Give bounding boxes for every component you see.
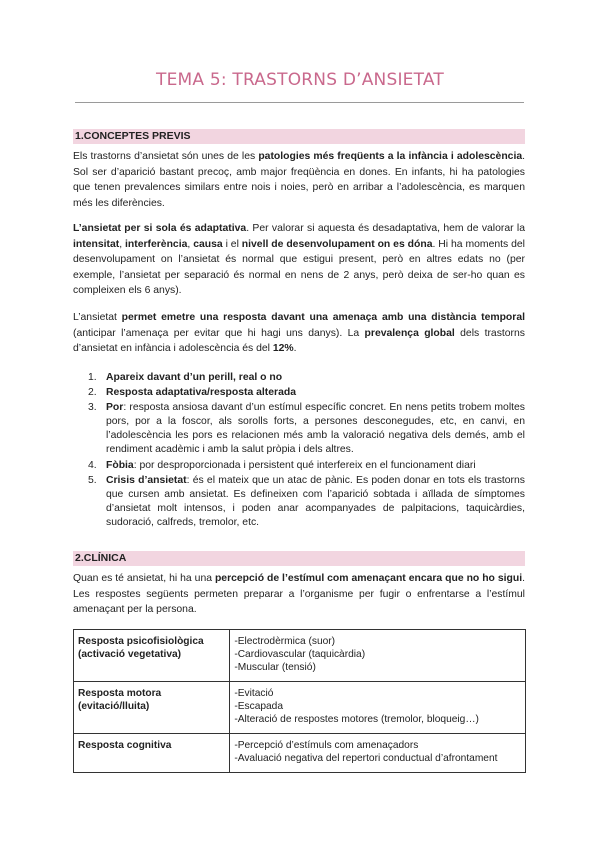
paragraph: L’ansietat per si sola és adaptativa. Per valorar si aquesta és desadaptativa, hem de valorar la intensitat, interferència, causa i el nivell de desenvolupament on es dóna. Hi ha moments del desenvolupament on l’ansietat és normal que estigui present, però en altres edats no (per exemple, l’ansietat per separació és normal en nens de 2 anys, però deixa de ser-ho quan es compleixen els 6 anys). bbox=[73, 223, 525, 297]
concept-list bbox=[73, 371, 525, 531]
table-cell-values: -Electrodèrmica (suor) -Cardiovascular (taquicàrdia) -Muscular (tensió) bbox=[230, 630, 526, 682]
response-table bbox=[73, 629, 526, 773]
paragraph: L’ansietat permet emetre una resposta davant una amenaça amb una distància temporal (anticipar l’amenaça per evitar que hi hagi uns danys). La prevalença global dels trastorns d’ansietat en infància i adolescència és del 12%. bbox=[73, 312, 525, 355]
page-title: TEMA 5: TRASTORNS D’ANSIETAT bbox=[156, 70, 444, 90]
table-cell-values: -Evitació -Escapada -Alteració de respostes motores (tremolor, bloqueig…) bbox=[230, 682, 526, 734]
paragraph: Els trastorns d’ansietat són unes de les patologies més freqüents a la infància i adolescència. Sol ser d’aparició bastant precoç, amb major freqüència en dones. En infants, hi ha patologies que tenen prevalences similars entre nois i noies, però en arribar a l’adolescència, es marquen més les diferències. bbox=[73, 151, 526, 209]
section-heading-clinica: 2.CLÍNICA bbox=[73, 551, 525, 566]
list-item: 4. Fòbia: por desproporcionada i persistent qué interfereix en el funcionament diari bbox=[88, 459, 476, 471]
list-item: 3. Por: resposta ansiosa davant d’un estímul específic concret. En nens petits trobem moltes pors, por a la foscor, als sorolls forts, a persones desconegudes, etc, en canvi, en l’adolescència les pors es relacionen més amb la valoració negativa dels demés, amb el rendiment acadèmic i amb la salut pròpia i dels altres. bbox=[88, 402, 525, 456]
paragraph: Quan es té ansietat, hi ha una percepció de l’estímul com amenaçant encara que no ho sigui. Les respostes següents permeten preparar a l’organisme per fugir o enfrentarse a l’estímul amenaçant per la persona. bbox=[73, 573, 525, 616]
table-row bbox=[74, 630, 526, 682]
title-divider bbox=[75, 102, 524, 103]
list-item: 1. Apareix davant d’un perill, real o no bbox=[88, 372, 283, 383]
table-row bbox=[74, 682, 526, 734]
list-item: 2. Resposta adaptativa/resposta alterada bbox=[88, 387, 296, 399]
table-row bbox=[74, 734, 526, 773]
section-heading-conceptes: 1.CONCEPTES PREVIS bbox=[73, 129, 525, 144]
list-item: 5. Crisis d’ansietat: és el mateix que un atac de pànic. Es poden donar en tots els trastorns que cursen amb ansietat. Es defineixen com l’aparició sobtada i aïllada de símptomes d’ansietat molt intensos, i poden anar acompanyades de palpitacions, taquicàrdies, sudoració, calfreds, tremolor, etc. bbox=[88, 474, 525, 528]
table-cell-values: -Percepció d’estímuls com amenaçadors -Avaluació negativa del repertori conductual d’afrontament bbox=[230, 734, 526, 773]
table-cell-label: Resposta psicofisiològica (activació vegetativa) bbox=[74, 630, 230, 682]
table-cell-label: Resposta cognitiva bbox=[74, 734, 230, 773]
table-cell-label: Resposta motora (evitació/lluita) bbox=[74, 682, 230, 734]
